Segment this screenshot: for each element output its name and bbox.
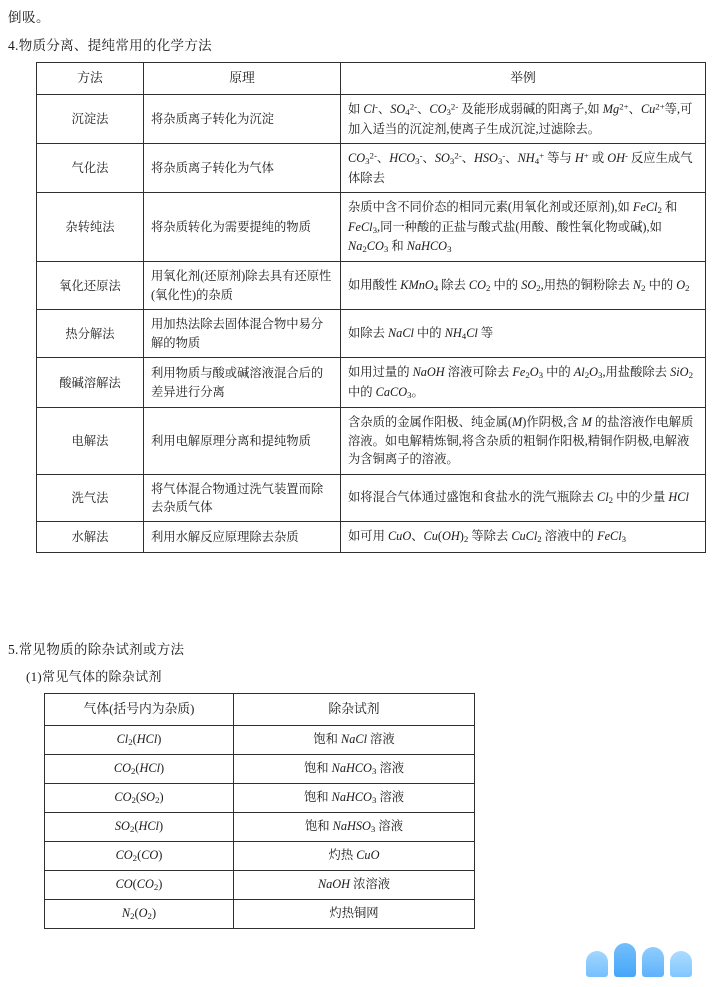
table-row — [45, 870, 475, 899]
table-row — [45, 725, 475, 754]
table-row — [37, 193, 706, 262]
cell-reagent: 饱和 NaCl 溶液 — [234, 725, 475, 754]
cell-gas: $SO_2(HCl)$ — [45, 812, 234, 841]
watermark-bar-3 — [642, 947, 664, 977]
cell-principle: 将杂质离子转化为气体 — [144, 144, 341, 193]
app-watermark-logo — [586, 933, 706, 977]
cell-gas: $CO(CO_2)$ — [45, 870, 234, 899]
section-5-subheading: (1)常见气体的除杂试剂 — [26, 669, 162, 684]
cell-reagent: 灼热铜网 — [234, 899, 475, 928]
cell-example: 含杂质的金属作阳极、纯金属(M)作阴极,含 M 的盐溶液作电解质溶液。如电解精炼铜,将含杂质的粗铜作阳极,精铜作阴极,电解液为含铜离子的溶液。 — [341, 408, 706, 474]
cell-method: 氧化还原法 — [37, 262, 144, 310]
table-header-row — [37, 63, 706, 95]
cell-method: 水解法 — [37, 522, 144, 552]
cell-reagent: 饱和 NaHCO$_3$ 溶液 — [234, 783, 475, 812]
cell-principle: 利用水解反应原理除去杂质 — [144, 522, 341, 552]
cell-method: 酸碱溶解法 — [37, 358, 144, 408]
table-row — [45, 841, 475, 870]
table-row — [37, 310, 706, 358]
cell-principle: 用加热法除去固体混合物中易分解的物质 — [144, 310, 341, 358]
table-row — [37, 95, 706, 144]
cell-principle: 利用电解原理分离和提纯物质 — [144, 408, 341, 474]
table-row — [37, 408, 706, 474]
continued-text: 倒吸。 — [8, 10, 50, 25]
section-5-heading: 5.常见物质的除杂试剂或方法 — [8, 642, 185, 657]
cell-reagent: 饱和 NaHCO$_3$ 溶液 — [234, 754, 475, 783]
cell-principle: 用氧化剂(还原剂)除去具有还原性(氧化性)的杂质 — [144, 262, 341, 310]
cell-method: 热分解法 — [37, 310, 144, 358]
cell-principle: 利用物质与酸或碱溶液混合后的差异进行分离 — [144, 358, 341, 408]
table-row — [37, 522, 706, 552]
table-row — [45, 812, 475, 841]
cell-principle: 将气体混合物通过洗气装置而除去杂质气体 — [144, 474, 341, 522]
table-row — [37, 144, 706, 193]
header-reagent: 除杂试剂 — [234, 694, 475, 726]
cell-gas: $N_2(O_2)$ — [45, 899, 234, 928]
cell-example: 如可用 CuO、$Cu(OH)_2$ 等除去 CuCl$_2$ 溶液中的 FeCl$_3$ — [341, 522, 706, 552]
table-row — [37, 358, 706, 408]
table-row — [45, 783, 475, 812]
header-gas: 气体(括号内为杂质) — [45, 694, 234, 726]
header-example: 举例 — [341, 63, 706, 95]
cell-example: 如除去 NaCl 中的 $NH_4Cl$ 等 — [341, 310, 706, 358]
table-row — [37, 262, 706, 310]
cell-gas: $Cl_2(HCl)$ — [45, 725, 234, 754]
methods-table-body — [37, 95, 706, 553]
header-principle: 原理 — [144, 63, 341, 95]
cell-example: 如 Cl-、$SO_4^{2-}$、$CO_3^{2-}$ 及能形成弱碱的阳离子,如 $Mg^{2+}$、$Cu^{2+}$等,可加入适当的沉淀剂,使离子生成沉淀,过滤除去。 — [341, 95, 706, 144]
cell-example: $CO_3^{2-}$、$HCO_3^-$、$SO_3^{2-}$、$HSO_3^-$、$NH_4^+$ 等与 H+ 或 OH- 反应生成气体除去 — [341, 144, 706, 193]
cell-method: 气化法 — [37, 144, 144, 193]
gas-table-header-row — [45, 694, 475, 726]
cell-method: 沉淀法 — [37, 95, 144, 144]
cell-gas: $CO_2(HCl)$ — [45, 754, 234, 783]
table-row — [45, 754, 475, 783]
cell-principle: 将杂质转化为需要提纯的物质 — [144, 193, 341, 262]
cell-reagent: 饱和 NaHSO$_3$ 溶液 — [234, 812, 475, 841]
cell-reagent: 灼热 CuO — [234, 841, 475, 870]
header-method: 方法 — [37, 63, 144, 95]
cell-example: 杂质中含不同价态的相同元素(用氧化剂或还原剂),如 FeCl$_2$ 和 FeCl$_3$,同一种酸的正盐与酸式盐(用酸、酸性氧化物或碱),如 $Na_2CO_3$ 和 NaHCO$_3$ — [341, 193, 706, 262]
chemical-separation-methods-table — [36, 62, 706, 553]
section-5 — [8, 638, 475, 929]
cell-method: 杂转纯法 — [37, 193, 144, 262]
cell-method: 电解法 — [37, 408, 144, 474]
table-row — [37, 474, 706, 522]
cell-gas: $CO_2(CO)$ — [45, 841, 234, 870]
cell-principle: 将杂质离子转化为沉淀 — [144, 95, 341, 144]
gas-purification-reagents-table — [44, 693, 475, 929]
section-4-heading: 4.物质分离、提纯常用的化学方法 — [8, 38, 212, 53]
table-row — [45, 899, 475, 928]
gas-table-body — [45, 725, 475, 928]
watermark-bar-1 — [586, 951, 608, 977]
watermark-bar-4 — [670, 951, 692, 977]
cell-method: 洗气法 — [37, 474, 144, 522]
cell-example: 如将混合气体通过盛饱和食盐水的洗气瓶除去 $Cl_2$ 中的少量 HCl — [341, 474, 706, 522]
cell-example: 如用过量的 NaOH 溶液可除去 $Fe_2O_3$ 中的 $Al_2O_3$,用盐酸除去 SiO$_2$ 中的 CaCO$_3$。 — [341, 358, 706, 408]
cell-reagent: NaOH 浓溶液 — [234, 870, 475, 899]
section-4 — [8, 34, 706, 553]
watermark-bar-2 — [614, 943, 636, 977]
cell-example: 如用酸性 KMnO$_4$ 除去 $CO_2$ 中的 $SO_2$,用热的铜粉除去 $N_2$ 中的 $O_2$ — [341, 262, 706, 310]
cell-gas: $CO_2(SO_2)$ — [45, 783, 234, 812]
